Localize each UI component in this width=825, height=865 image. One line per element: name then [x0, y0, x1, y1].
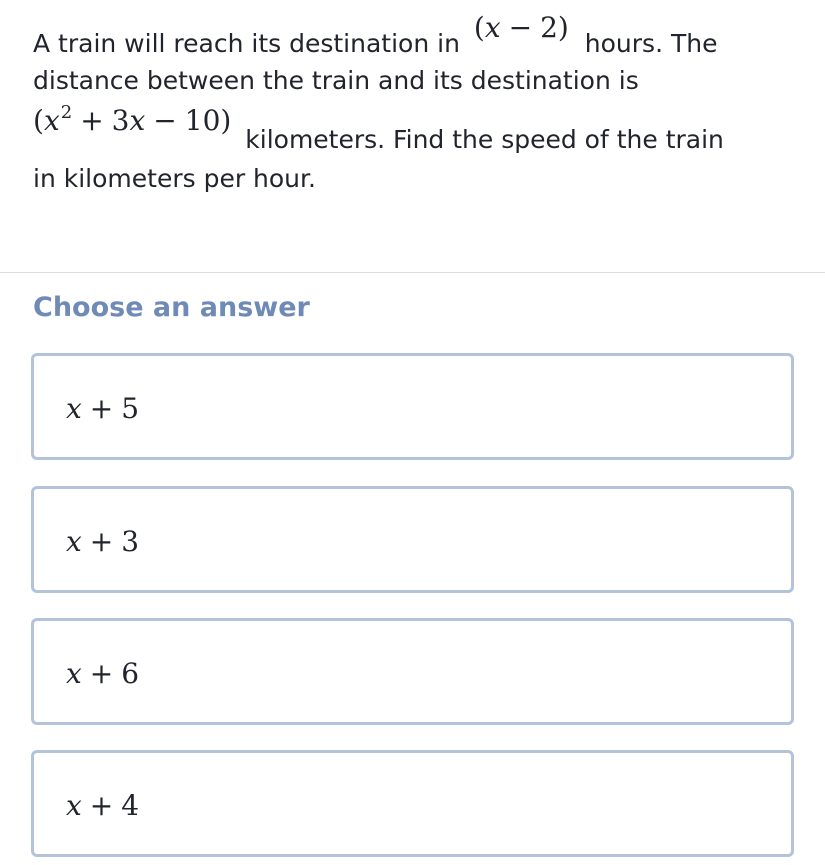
answer-option-1[interactable]	[31, 353, 794, 460]
answer-option-label: x + 3	[66, 525, 140, 558]
choose-answer-heading: Choose an answer	[33, 292, 310, 323]
question-text-segment: A train will reach its destination in	[33, 29, 460, 58]
time-expression: (x − 2)	[473, 11, 569, 44]
distance-expression: $(x^2 + 3x - 10)$	[33, 102, 232, 137]
question-text-segment: hours. The	[584, 29, 718, 58]
question-line-2: distance between the train and its destination is	[33, 66, 639, 95]
divider	[0, 272, 825, 273]
answer-option-label: x + 6	[66, 657, 140, 690]
answer-option-3[interactable]	[31, 618, 794, 725]
question-text-segment: kilometers. Find the speed of the train	[245, 125, 724, 154]
answer-option-2[interactable]	[31, 486, 794, 593]
answer-option-label: x + 4	[66, 789, 140, 822]
question-line-1	[33, 6, 718, 58]
answer-option-label: x + 5	[66, 392, 140, 425]
answer-option-4[interactable]	[31, 750, 794, 857]
question-line-3	[33, 102, 724, 154]
question-line-4: in kilometers per hour.	[33, 164, 316, 193]
